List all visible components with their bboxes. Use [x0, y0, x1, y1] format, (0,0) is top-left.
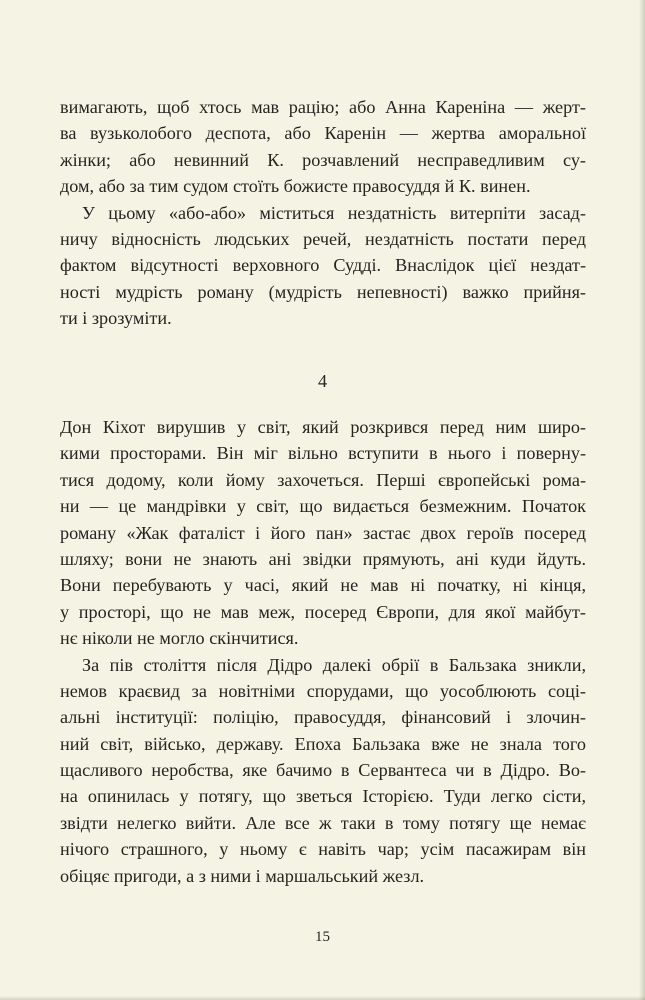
text-line: кими просторами. Він міг вільно вступити в нього і поверну-: [60, 443, 586, 464]
text-block-continuation: [60, 94, 586, 332]
text-line: ний світ, військо, державу. Епоха Бальзака вже не знала того: [60, 733, 586, 754]
text-line: ності мудрість роману (мудрість непевності) важко прийня-: [60, 281, 586, 302]
text-line: вимагають, щоб хтось мав рацію; або Анна Кареніна — жерт-: [60, 97, 586, 117]
text-line: тися додому, коли йому захочеться. Перші європейські рома-: [60, 469, 586, 490]
page-bottom-edge: [0, 996, 645, 1000]
text-line: шляху; вони не знають ані звідки прямують, ані куди йдуть.: [60, 548, 586, 569]
text-line: фактом відсутності верховного Судді. Внаслідок цієї нездат-: [60, 255, 586, 276]
text-line: немов краєвид за новітніми спорудами, що уособлюють соці-: [60, 680, 586, 701]
text-line: у просторі, що не мав меж, посеред Європи, для якої майбут-: [60, 601, 586, 622]
text-line: обіцяє пригоди, а з ними і маршальський жезл.: [60, 865, 425, 886]
page-edge-shadow: [639, 0, 645, 1000]
section-number: 4: [317, 371, 328, 391]
text-line: жінки; або невинний К. розчавлений несправедливим су-: [60, 149, 586, 170]
text-line: альні інституції: поліцію, правосуддя, фінансовий і злочин-: [60, 707, 586, 728]
text-line: Вони перебувають у часі, який не мав ні початку, ні кінця,: [60, 575, 586, 596]
text-line: За пів століття після Дідро далекі обрії в Бальзака зникли,: [82, 654, 586, 675]
text-line: ни — це мандрівки у світ, що видається безмежним. Початок: [60, 496, 586, 517]
text-line: на опинилась у потягу, що зветься Історією. Туди легко сісти,: [60, 786, 586, 807]
text-line: дом, або за тим судом стоїть божисте правосуддя й К. винен.: [60, 176, 531, 197]
text-line: роману «Жак фаталіст і його пан» застає двох героїв посеред: [60, 522, 586, 543]
text-line: ти і зрозуміти.: [60, 308, 172, 329]
text-line: звідти нелегко вийти. Але все ж таки в тому потягу ще немає: [60, 812, 586, 833]
text-line: У цьому «або-або» міститься нездатність витерпіти засад-: [82, 202, 586, 223]
text-line: нє ніколи не могло скінчитися.: [60, 628, 299, 649]
text-line: ничу відносність людських речей, нездатність постати перед: [60, 228, 586, 249]
text-line: щасливого неробства, яке бачимо в Сервантеса чи в Дідро. Во-: [60, 760, 586, 781]
text-line: нічого страшного, у ньому є навіть чар; усім пасажирам він: [60, 839, 586, 860]
text-line: ва вузьколобого деспота, або Каренін — жертва аморальної: [60, 123, 586, 144]
text-block-section-4: [60, 414, 586, 889]
text-line: Дон Кіхот вирушив у світ, який розкрився перед ним широ-: [60, 417, 586, 437]
page-number: 15: [315, 929, 330, 945]
